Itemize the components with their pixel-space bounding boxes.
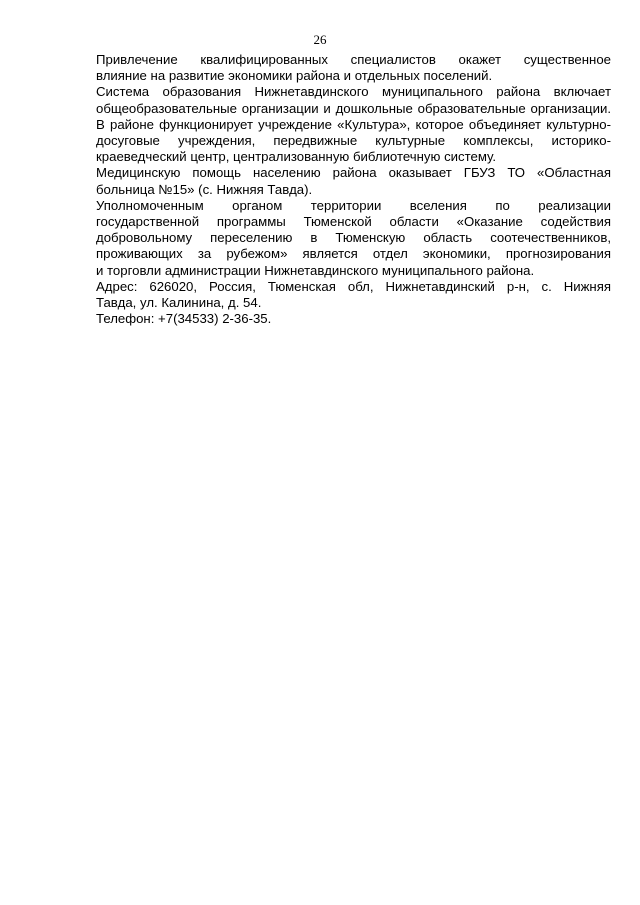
paragraph-qualified-specialists <box>61 52 611 84</box>
text-line: Система образования Нижнетавдинского муниципального района включает <box>96 84 611 100</box>
text-line: Привлечение квалифицированных специалистов окажет существенное <box>96 52 611 67</box>
paragraph-education-system <box>61 84 611 165</box>
document-body <box>61 52 611 327</box>
text-line: Тавда, ул. Калинина, д. 54. <box>96 295 262 311</box>
text-line: краеведческий центр, централизованную библиотечную систему. <box>96 149 496 165</box>
text-line: и торговли администрации Нижнетавдинского муниципального района. <box>96 262 535 278</box>
text-line: больница №15» (с. Нижняя Тавда). <box>96 181 313 197</box>
text-line: Адрес: 626020, Россия, Тюменская обл, Нижнетавдинский р-н, с. Нижняя <box>96 278 611 294</box>
page-number: 26 <box>313 32 327 47</box>
text-line: Медицинскую помощь населению района оказывает ГБУЗ ТО «Областная <box>96 165 611 181</box>
paragraph-phone <box>61 311 611 327</box>
text-line: Телефон: +7(34533) 2-36-35. <box>96 311 272 327</box>
text-line: Уполномоченным органом территории вселения по реализации <box>96 197 611 213</box>
text-line: проживающих за рубежом» является отдел экономики, прогнозирования <box>96 246 611 262</box>
text-line: влияние на развитие экономики района и отдельных поселений. <box>96 68 493 84</box>
text-line: досуговые учреждения, передвижные культурные комплексы, историко- <box>96 133 611 149</box>
text-line: государственной программы Тюменской области «Оказание содействия <box>96 214 611 230</box>
paragraph-medical-care <box>61 165 611 197</box>
text-line: общеобразовательные организации и дошкольные образовательные организации. <box>96 100 611 116</box>
text-line: добровольному переселению в Тюменскую область соотечественников, <box>96 230 611 246</box>
paragraph-authorized-body <box>61 198 611 279</box>
text-line: В районе функционирует учреждение «Культура», которое объединяет культурно- <box>96 116 611 132</box>
paragraph-address <box>61 279 611 311</box>
